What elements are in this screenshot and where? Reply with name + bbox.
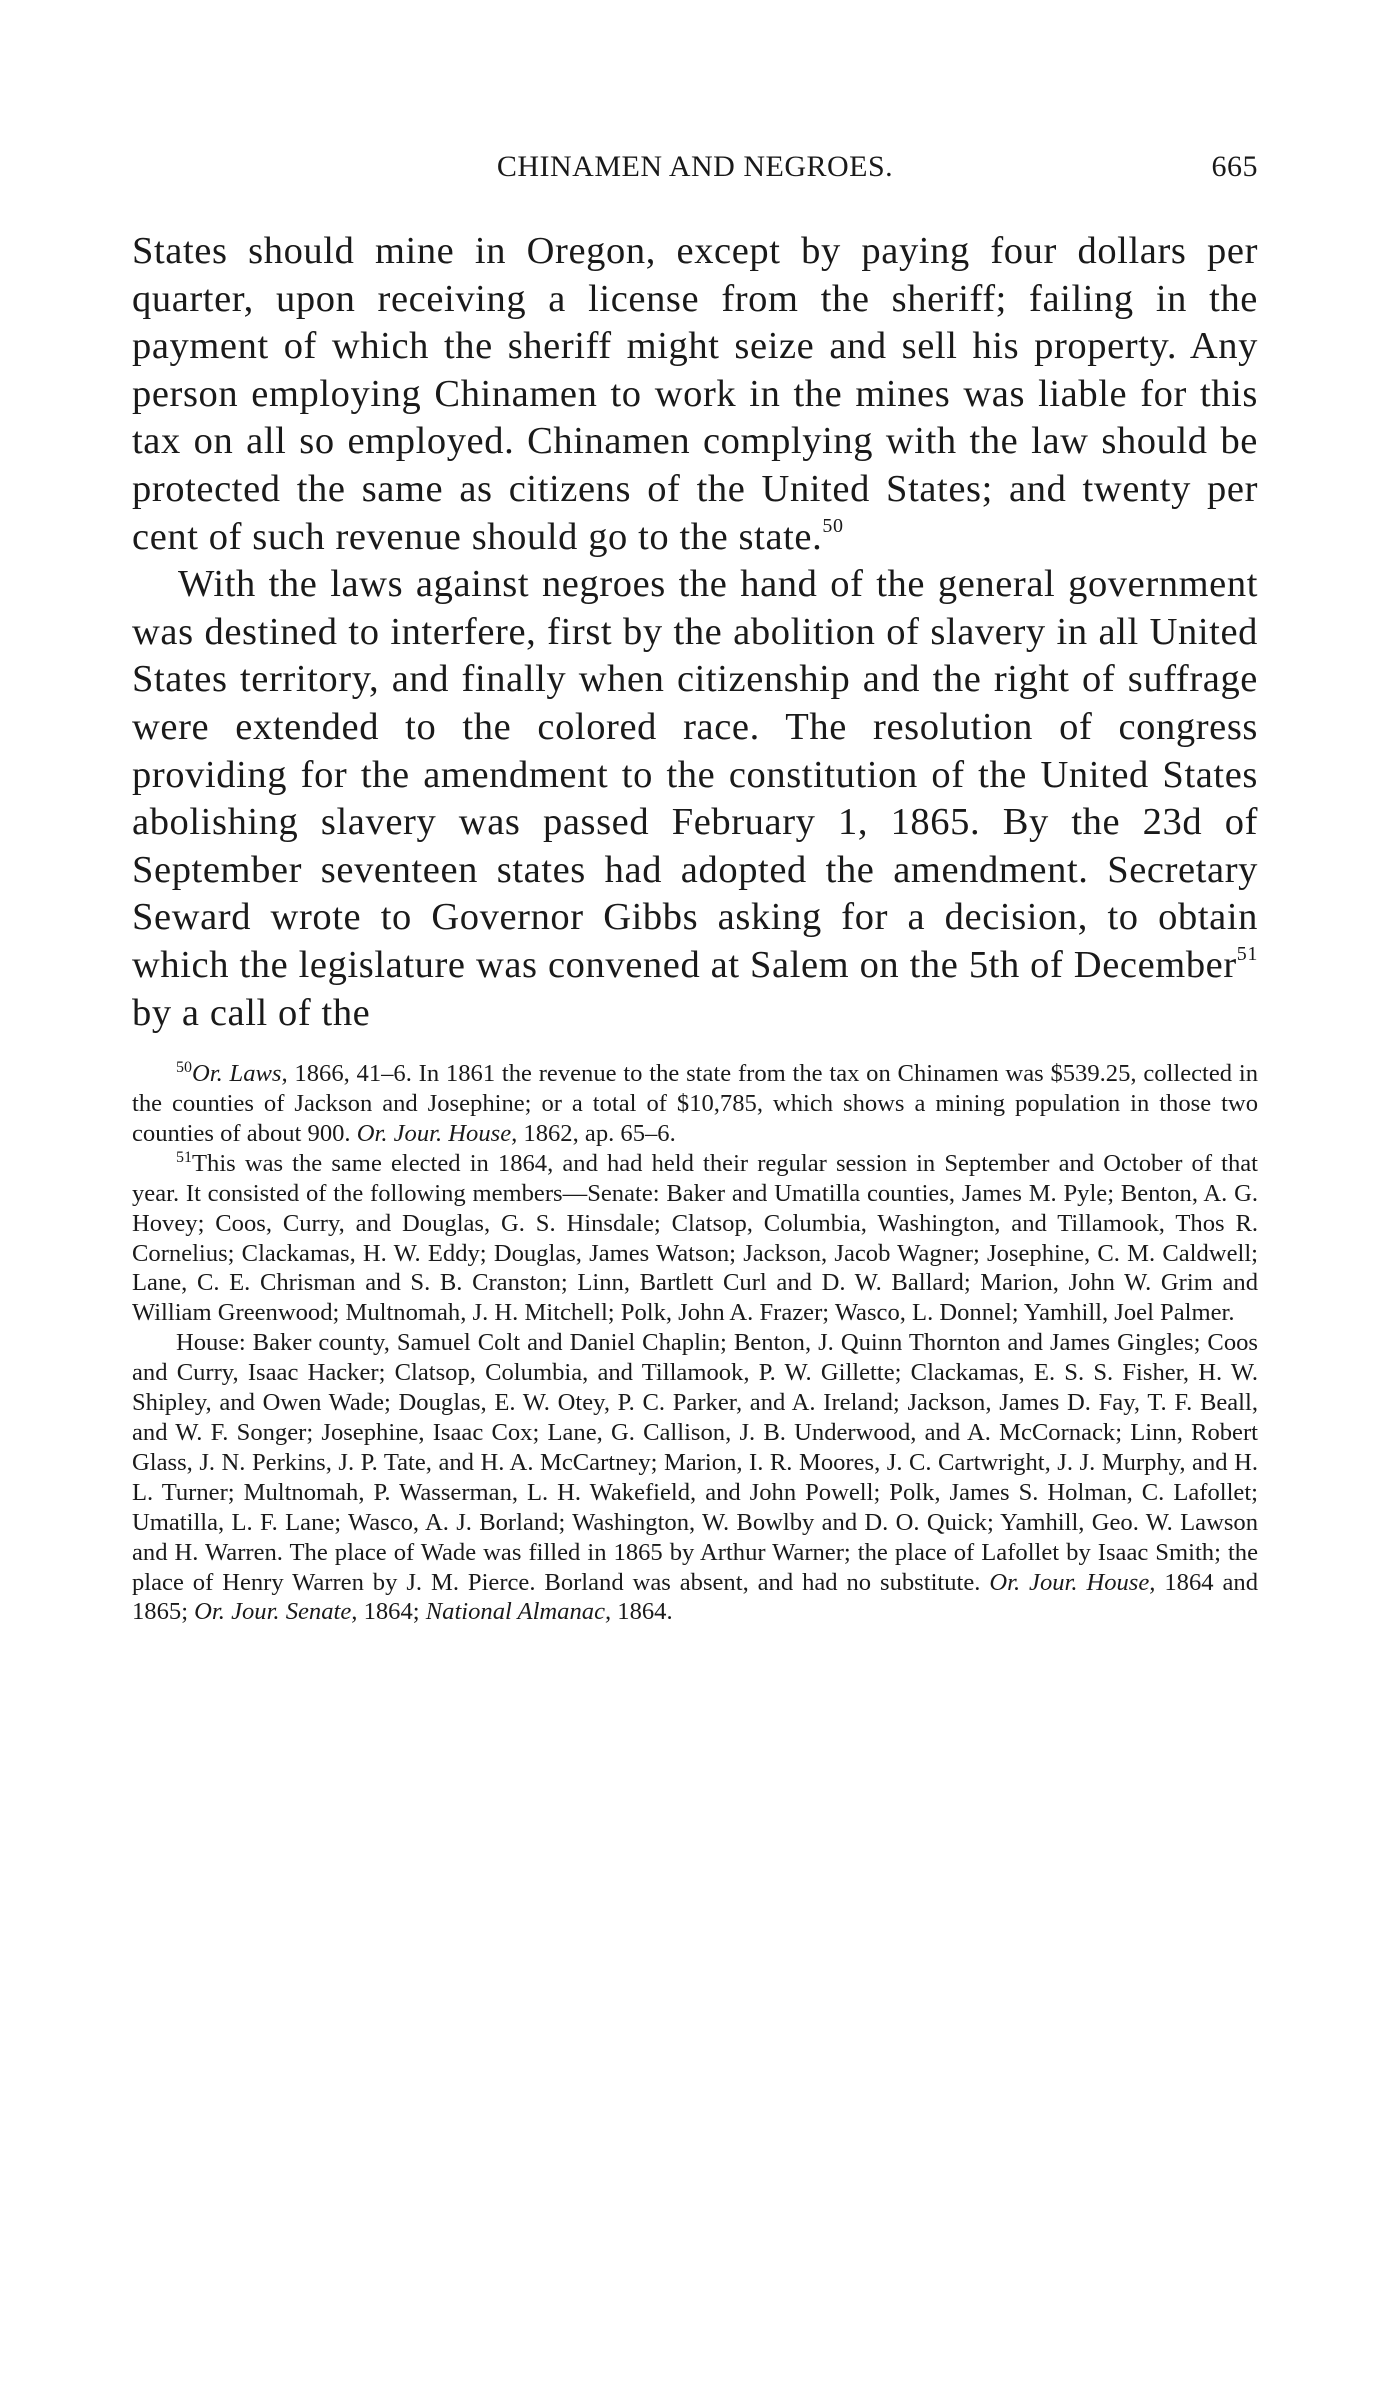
running-head-title: CHINAMEN AND NEGROES. xyxy=(496,150,894,183)
footnote-51-house-text: House: Baker county, Samuel Colt and Daniel Chaplin; Benton, J. Quinn Thornton and James Gingles; Coos and Curry, Isaac Hacker; Clatsop, Columbia, and Tillamook, P. W. Gillette; Clackamas, E. S. S. Fisher, H. W. Shipley, and Owen Wade; Douglas, E. W. Otey, P. C. Parker, and A. Ireland; Jackson, James D. Fay, T. F. Beall, and W. F. Songer; Josephine, Isaac Cox; Lane, G. Callison, J. B. Underwood, and A. McCornack; Linn, Robert Glass, J. N. Perkins, J. P. Tate, and H. A. McCartney; Marion, I. R. Moores, J. C. Cartwright, J. J. Murphy, and H. L. Turner; Multnomah, P. Wasserman, L. H. Wakefield, and John Powell; Polk, James S. Holman, C. Lafollet; Umatilla, L. F. Lane; Wasco, A. J. Borland; Washington, W. Bowlby and D. O. Quick; Yamhill, Geo. W. Lawson and H. Warren. The place of Wade was filled in 1865 by Arthur Warner; the place of Lafollet by Isaac Smith; the place of Henry Warren by J. M. Pierce. Borland was absent, and had no substitute. xyxy=(132,1329,1258,1596)
footnote-51-end: 1864. xyxy=(611,1598,673,1626)
book-page xyxy=(132,150,1258,1627)
body-paragraph-2-tail: by a call of the xyxy=(132,991,371,1034)
body-paragraph-1-text: States should mine in Oregon, except by paying four dollars per quarter, upon receiving a license from the sheriff; failing in the payment of which the sheriff might seize and sell his property. Any person employing Chinamen to work in the mines was liable for this tax on all so employed. Chinamen complying with the law should be protected the same as citizens of the United States; and twenty per cent of such revenue should go to the state. xyxy=(132,230,1258,558)
footnote-ref-51: 51 xyxy=(1236,942,1258,965)
body-paragraph-2 xyxy=(132,561,1258,1037)
footnote-51-citation-2: Or. Jour. Senate, xyxy=(194,1598,358,1626)
footnote-51-citation-1: Or. Jour. House, xyxy=(989,1568,1156,1596)
footnote-50-text-b: 1862, ap. 65–6. xyxy=(517,1119,676,1147)
footnote-50-citation: Or. Jour. House, xyxy=(356,1119,518,1147)
footnote-ref-50: 50 xyxy=(822,514,844,537)
footnotes xyxy=(132,1059,1258,1627)
body-paragraph-2-text: With the laws against negroes the hand of the general government was destined to interfere, first by the abolition of slavery in all United States territory, and finally when citizenship and the right of suffrage were extended to the colored race. The resolution of congress providing for the amendment to the constitution of the United States abolishing slavery was passed February 1, 1865. By the 23d of September seventeen states had adopted the amendment. Secretary Seward wrote to Governor Gibbs asking for a decision, to obtain which the legislature was convened at Salem on the 5th of December xyxy=(132,563,1258,986)
footnote-51-number: 51 xyxy=(176,1148,192,1166)
footnote-51-senate: This was the same elected in 1864, and had held their regular session in September and October of that year. It consisted of the following members—Senate: Baker and Umatilla counties, James M. Pyle; Benton, A. G. Hovey; Coos, Curry, and Douglas, G. S. Hinsdale; Clatsop, Columbia, Washington, and Tillamook, Thos R. Cornelius; Clackamas, H. W. Eddy; Douglas, James Watson; Jackson, Jacob Wagner; Josephine, C. M. Caldwell; Lane, C. E. Chrisman and S. B. Cranston; Linn, Bartlett Curl and D. W. Ballard; Marion, John W. Grim and William Greenwood; Multnomah, J. H. Mitchell; Polk, John A. Frazer; Wasco, L. Donnel; Yamhill, Joel Palmer. xyxy=(132,1149,1258,1327)
footnote-50-title: Or. Laws, xyxy=(192,1060,288,1088)
footnote-51-citation-3: National Almanac, xyxy=(425,1598,612,1626)
footnote-50-text-a: 1866, 41–6. In 1861 the revenue to the state from the tax on Chinamen was $539.25, collected in the counties of Jackson and Josephine; or a total of $10,785, which shows a mining population in those two counties of about 900. xyxy=(132,1060,1258,1147)
footnote-51-mid-2: 1864; xyxy=(357,1598,426,1626)
footnote-51-house xyxy=(132,1328,1258,1627)
footnote-50-number: 50 xyxy=(176,1059,192,1077)
footnote-51-mid: 1864 and 1865; xyxy=(132,1568,1258,1626)
page-number: 665 xyxy=(1211,150,1258,183)
footnote-50 xyxy=(132,1059,1258,1149)
body-paragraph-1 xyxy=(132,228,1258,561)
footnote-51 xyxy=(132,1149,1258,1328)
body-text xyxy=(132,228,1258,1037)
running-head xyxy=(132,150,1258,190)
